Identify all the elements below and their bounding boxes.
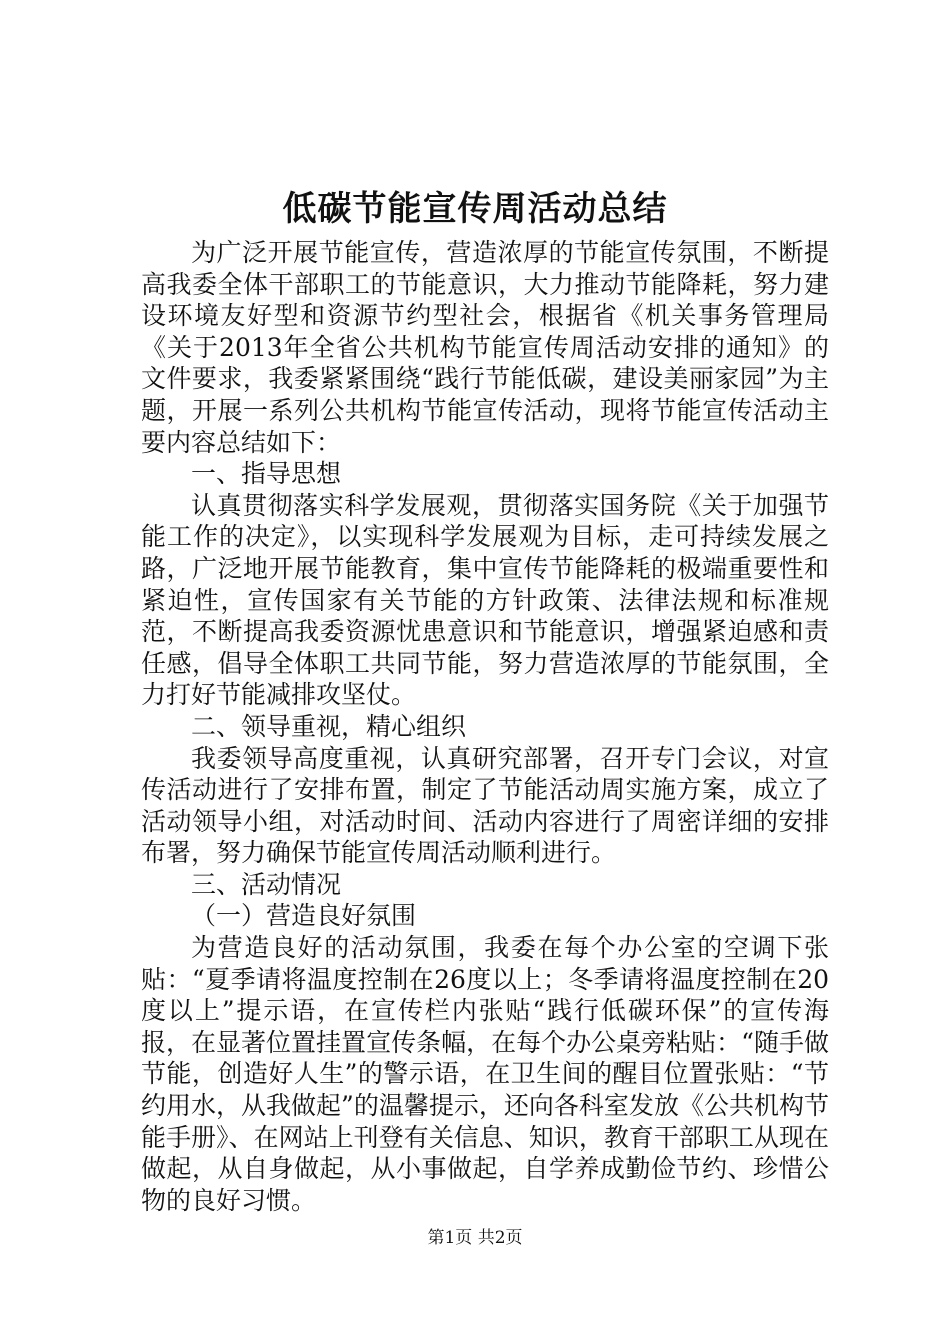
leadership-paragraph: 我委领导高度重视，认真研究部署，召开专门会议，对宣传活动进行了安排布置，制定了节能活动周实施方案，成立了活动领导小组，对活动时间、活动内容进行了周密详细的安排布署，努力确保节能宣传周活动顺利进行。	[141, 743, 829, 868]
subsection-heading-atmosphere: （一）营造良好氛围	[191, 901, 417, 931]
guiding-thought-paragraph: 认真贯彻落实科学发展观，贯彻落实国务院《关于加强节能工作的决定》，以实现科学发展观为目标，走可持续发展之路，广泛地开展节能教育，集中宣传节能降耗的极端重要性和紧迫性，宣传国家有关节能的方针政策、法律法规和标准规范，不断提高我委资源忧患意识和节能意识，增强紧迫感和责任感，倡导全体职工共同节能，努力营造浓厚的节能氛围，全力打好节能减排攻坚仗。	[141, 490, 829, 710]
intro-paragraph: 为广泛开展节能宣传，营造浓厚的节能宣传氛围，不断提高我委全体干部职工的节能意识，大力推动节能降耗，努力建设环境友好型和资源节约型社会，根据省《机关事务管理局《关于2013年全省公共机构节能宣传周活动安排的通知》的文件要求，我委紧紧围绕“践行节能低碳，建设美丽家园”为主题，开展一系列公共机构节能宣传活动，现将节能宣传活动主要内容总结如下：	[141, 238, 829, 457]
section-heading-leadership: 二、领导重视，精心组织	[191, 711, 467, 741]
section-heading-activities: 三、活动情况	[191, 869, 342, 899]
atmosphere-paragraph: 为营造良好的活动氛围，我委在每个办公室的空调下张贴：“夏季请将温度控制在26度以上；冬季请将温度控制在20度以上”提示语，在宣传栏内张贴“践行低碳环保”的宣传海报，在显著位置挂置宣传条幅，在每个办公桌旁粘贴：“随手做节能，创造好人生”的警示语，在卫生间的醒目位置张贴：“节约用水，从我做起”的温馨提示，还向各科室发放《公共机构节能手册》、在网站上刊登有关信息、知识，教育干部职工从现在做起，从自身做起，从小事做起，自学养成勤俭节约、珍惜公物的良好习惯。	[141, 933, 829, 1215]
document-body	[141, 237, 829, 1216]
page-title: 低碳节能宣传周活动总结	[282, 189, 668, 229]
page-number-footer: 第1页 共2页	[427, 1228, 523, 1248]
section-heading-guiding-thought: 一、指导思想	[191, 459, 342, 489]
